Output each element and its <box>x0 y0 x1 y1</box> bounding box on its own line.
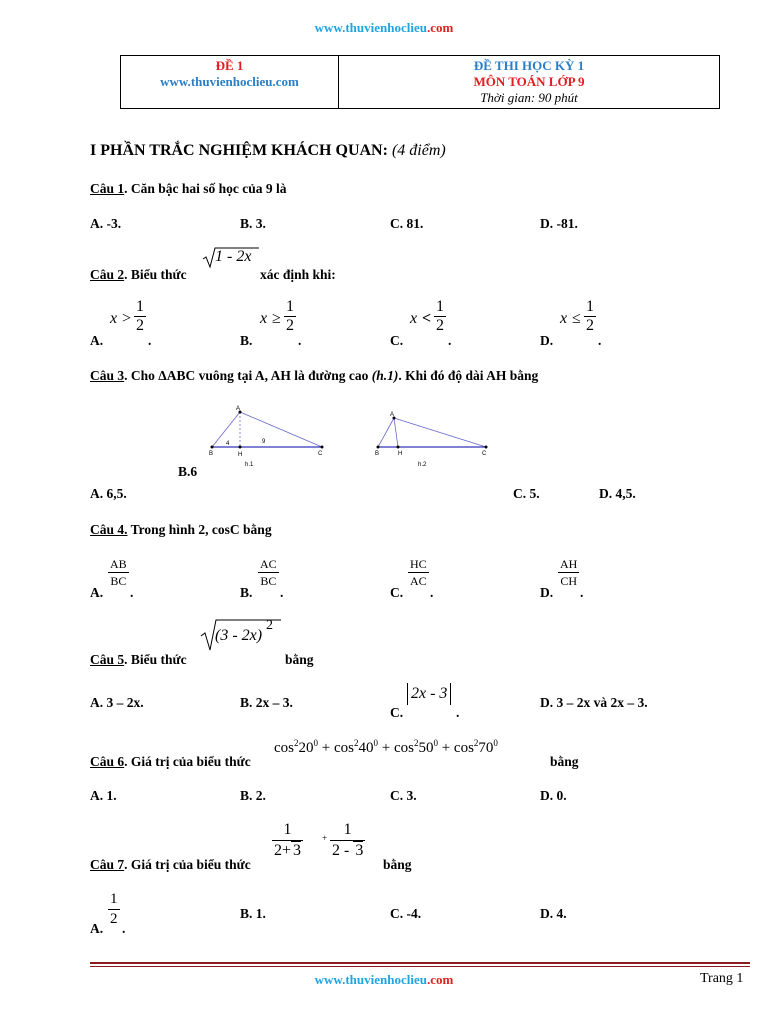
vertex-a-label: A <box>390 412 395 418</box>
option-dot: . <box>298 333 302 348</box>
option-dot: . <box>598 333 602 348</box>
q5-option-a[interactable]: A. 3 – 2x. <box>90 695 144 710</box>
numerator: 1 <box>286 298 294 315</box>
footer-url-tld: .com <box>426 972 454 987</box>
q2-fraction <box>284 298 296 335</box>
question-text: . Biểu thức <box>124 652 187 667</box>
q2-ineq: ≤ <box>572 310 581 327</box>
footer-rule <box>90 962 750 964</box>
q1-option-c[interactable]: C. 81. <box>390 216 424 231</box>
den-prefix: 2+ <box>274 842 292 859</box>
q4-fraction <box>408 556 429 589</box>
q5-option-b[interactable]: B. 2x – 3. <box>240 695 293 710</box>
question-7 <box>90 857 251 873</box>
footer-url-main: www.thuvienhoclieu <box>314 972 427 987</box>
q6-option-b[interactable]: B. 2. <box>240 788 266 803</box>
figure-ref: (h.1) <box>371 368 399 383</box>
cos-func: cos <box>333 740 354 756</box>
question-label: Câu 3 <box>90 368 125 383</box>
cos-func: cos <box>393 740 414 756</box>
cos-term: $\cos^250^0$ <box>393 738 438 756</box>
numerator: 1 <box>586 298 594 315</box>
title-box-left <box>121 58 338 90</box>
q3-option-b[interactable]: B.6 <box>178 464 198 479</box>
foot-h-label: H <box>398 451 403 457</box>
q2-ineq: > <box>122 310 132 327</box>
q1-option-d[interactable]: D. -81. <box>540 216 578 231</box>
q6-option-a[interactable]: A. 1. <box>90 788 117 803</box>
q5-option-d[interactable]: D. 3 – 2x và 2x – 3. <box>540 695 648 710</box>
q2-fraction <box>584 298 596 335</box>
option-label: C. <box>390 333 404 348</box>
q7-option-c[interactable]: C. -4. <box>390 906 422 921</box>
q2-option-d[interactable] <box>540 298 660 350</box>
sqrt-radicand: 3 <box>293 842 302 859</box>
option-dot: . <box>430 585 434 600</box>
question-label: Câu 6 <box>90 754 125 769</box>
q7-expression <box>272 820 380 866</box>
q2-ineq: < <box>422 310 432 327</box>
denominator: 2 <box>586 317 594 334</box>
footer-rule-thin <box>90 966 750 967</box>
angle-value: 20 <box>298 740 314 756</box>
question-3 <box>90 368 538 384</box>
question-4 <box>90 522 272 538</box>
option-label: D. <box>540 333 554 348</box>
denominator: AC <box>410 574 427 588</box>
option-dot: . <box>448 333 452 348</box>
cos-func: cos <box>274 740 294 756</box>
footer-url[interactable] <box>0 972 768 988</box>
q2-var: x <box>260 310 268 327</box>
q5-text-after: bằng <box>285 652 314 667</box>
q4-fraction <box>258 556 279 589</box>
exam-title: ĐỀ THI HỌC KỲ 1 <box>473 58 585 73</box>
figure-caption: h.2 <box>418 462 427 468</box>
q5-abs-expression: 2x - 3 <box>407 683 451 705</box>
q5-sqrt-expression <box>200 618 282 652</box>
denominator: 2 <box>286 317 294 334</box>
q2-fraction <box>434 298 446 335</box>
q2-var: x <box>560 310 568 327</box>
header-url[interactable] <box>0 20 768 36</box>
option-dot: . <box>130 585 134 600</box>
option-label: A. <box>90 585 104 600</box>
sqrt-radicand: 3 <box>355 842 364 859</box>
option-dot: . <box>122 921 126 936</box>
cos-term: $\cos^270^0$ <box>453 738 498 756</box>
q2-option-c[interactable] <box>390 298 510 350</box>
page-number: Trang 1 <box>700 971 744 986</box>
question-label: Câu 2 <box>90 267 125 282</box>
q4-option-d[interactable] <box>540 556 660 602</box>
numerator: 1 <box>136 298 144 315</box>
question-5 <box>90 652 187 668</box>
q2-var: x <box>410 310 418 327</box>
denominator <box>272 840 303 861</box>
denominator: 2 <box>110 911 118 927</box>
section-heading <box>90 142 446 160</box>
question-text: Trong hình 2, cosC bằng <box>127 522 272 537</box>
denominator: 2 <box>436 317 444 334</box>
header-url-tld: .com <box>426 20 454 35</box>
denominator: BC <box>258 572 279 589</box>
vertex-c-label: C <box>318 451 323 457</box>
foot-h-label: H <box>238 452 243 458</box>
cos-func: cos <box>453 740 474 756</box>
vertex-b-label: B <box>209 451 214 457</box>
q2-radicand: 1 - 2x <box>215 248 252 265</box>
exam-time: Thời gian: 90 phút <box>480 90 578 105</box>
q2-option-a[interactable] <box>90 298 210 350</box>
figure-caption: h.1 <box>245 462 254 467</box>
section-points: (4 điểm) <box>391 142 446 159</box>
angle-value: 40 <box>358 740 374 756</box>
numerator: 1 <box>110 891 118 907</box>
plus-sign: + <box>321 740 334 756</box>
q2-var: x <box>110 310 118 327</box>
angle-value: 50 <box>418 740 434 756</box>
option-dot: . <box>580 585 584 600</box>
site-url: www.thuvienhoclieu.com <box>160 74 299 89</box>
q7-fraction-1 <box>272 820 303 861</box>
title-box <box>120 55 720 109</box>
vertex-c-label: C <box>482 451 487 457</box>
q2-text-after: xác định khi: <box>260 267 336 282</box>
numerator: AH <box>560 557 578 571</box>
q6-option-d[interactable]: D. 0. <box>540 788 567 803</box>
question-label: Câu 4. <box>90 522 128 537</box>
q4-option-c[interactable] <box>390 556 510 602</box>
segment-bh-label: 4 <box>226 441 230 447</box>
den-prefix: 2 - <box>332 842 354 859</box>
question-2 <box>90 267 187 283</box>
cos-term: $\cos^240^0$ <box>333 738 378 756</box>
numerator: AB <box>110 557 127 571</box>
q7-a-fraction <box>108 890 120 929</box>
q1-option-a[interactable]: A. -3. <box>90 216 122 231</box>
question-text: . Giá trị của biểu thức <box>124 754 251 769</box>
angle-value: 70 <box>478 740 494 756</box>
denominator: BC <box>108 572 129 589</box>
numerator: 1 <box>283 821 292 838</box>
cos-term: $\cos^220^0$ <box>274 738 318 756</box>
question-text: . Cho ΔABC vuông tại A, AH là đường cao <box>124 368 369 383</box>
q4-fraction <box>558 556 579 589</box>
q3-option-d[interactable]: D. 4,5. <box>599 486 636 501</box>
question-label: Câu 5 <box>90 652 125 667</box>
option-label: A. <box>90 921 104 936</box>
question-label: Câu 7 <box>90 857 125 872</box>
triangle-figure-h2 <box>372 408 502 472</box>
option-label: B. <box>240 333 253 348</box>
numerator: 1 <box>343 821 352 838</box>
segment-hc-label: 9 <box>262 439 266 445</box>
q2-ineq: ≥ <box>272 310 281 327</box>
question-1 <box>90 181 287 197</box>
vertex-b-label: B <box>375 451 380 457</box>
denominator: CH <box>558 572 579 589</box>
plus-sign: + <box>441 740 454 756</box>
q6-expression <box>274 738 498 757</box>
q2-fraction <box>134 298 146 335</box>
question-6 <box>90 754 251 770</box>
option-dot: . <box>456 705 460 720</box>
q2-option-b[interactable] <box>240 298 360 350</box>
question-text-after: . Khi đó độ dài AH bằng <box>398 368 539 383</box>
plus-sign: + <box>381 740 394 756</box>
q3-option-a[interactable]: A. 6,5. <box>90 486 127 501</box>
q5-option-c[interactable] <box>390 683 490 721</box>
denominator: 2 <box>136 317 144 334</box>
option-dot: . <box>148 333 152 348</box>
option-label: B. <box>240 585 253 600</box>
q6-option-c[interactable]: C. 3. <box>390 788 417 803</box>
option-label: A. <box>90 333 104 348</box>
question-text: . Giá trị của biểu thức <box>124 857 251 872</box>
vertex-a-label: A <box>236 406 241 412</box>
exam-code: ĐỀ 1 <box>215 58 244 73</box>
q4-option-a[interactable] <box>90 556 210 602</box>
q3-option-c[interactable]: C. 5. <box>513 486 540 501</box>
q7-option-b[interactable]: B. 1. <box>240 906 266 921</box>
question-text: . Biểu thức <box>124 267 187 282</box>
title-box-right <box>339 58 719 106</box>
section-title: I PHẦN TRẮC NGHIỆM KHÁCH QUAN: <box>90 142 388 159</box>
q6-text-after: bằng <box>550 754 579 769</box>
option-dot: . <box>280 585 284 600</box>
option-label: C. <box>390 705 404 720</box>
triangle-figure-h1 <box>200 403 330 467</box>
denominator <box>330 840 365 861</box>
q4-fraction <box>108 556 129 589</box>
q1-option-b[interactable]: B. 3. <box>240 216 266 231</box>
q7-fraction-2 <box>330 820 365 861</box>
q5-power: 2 <box>266 618 273 633</box>
q4-option-b[interactable] <box>240 556 360 602</box>
q7-option-a[interactable] <box>90 890 190 938</box>
header-url-main: www.thuvienhoclieu <box>314 20 427 35</box>
q7-option-d[interactable]: D. 4. <box>540 906 567 921</box>
q5-radicand: (3 - 2x) <box>215 627 263 644</box>
exam-subject: MÔN TOÁN LỚP 9 <box>473 74 585 89</box>
q7-text-after: bằng <box>383 857 412 872</box>
numerator: AC <box>260 557 277 571</box>
plus-sign: + <box>322 833 328 843</box>
numerator: 1 <box>436 298 444 315</box>
option-label: C. <box>390 585 404 600</box>
numerator: HC <box>410 557 427 571</box>
option-label: D. <box>540 585 554 600</box>
question-text: . Căn bậc hai số học của 9 là <box>124 181 287 196</box>
question-label: Câu 1 <box>90 181 125 196</box>
